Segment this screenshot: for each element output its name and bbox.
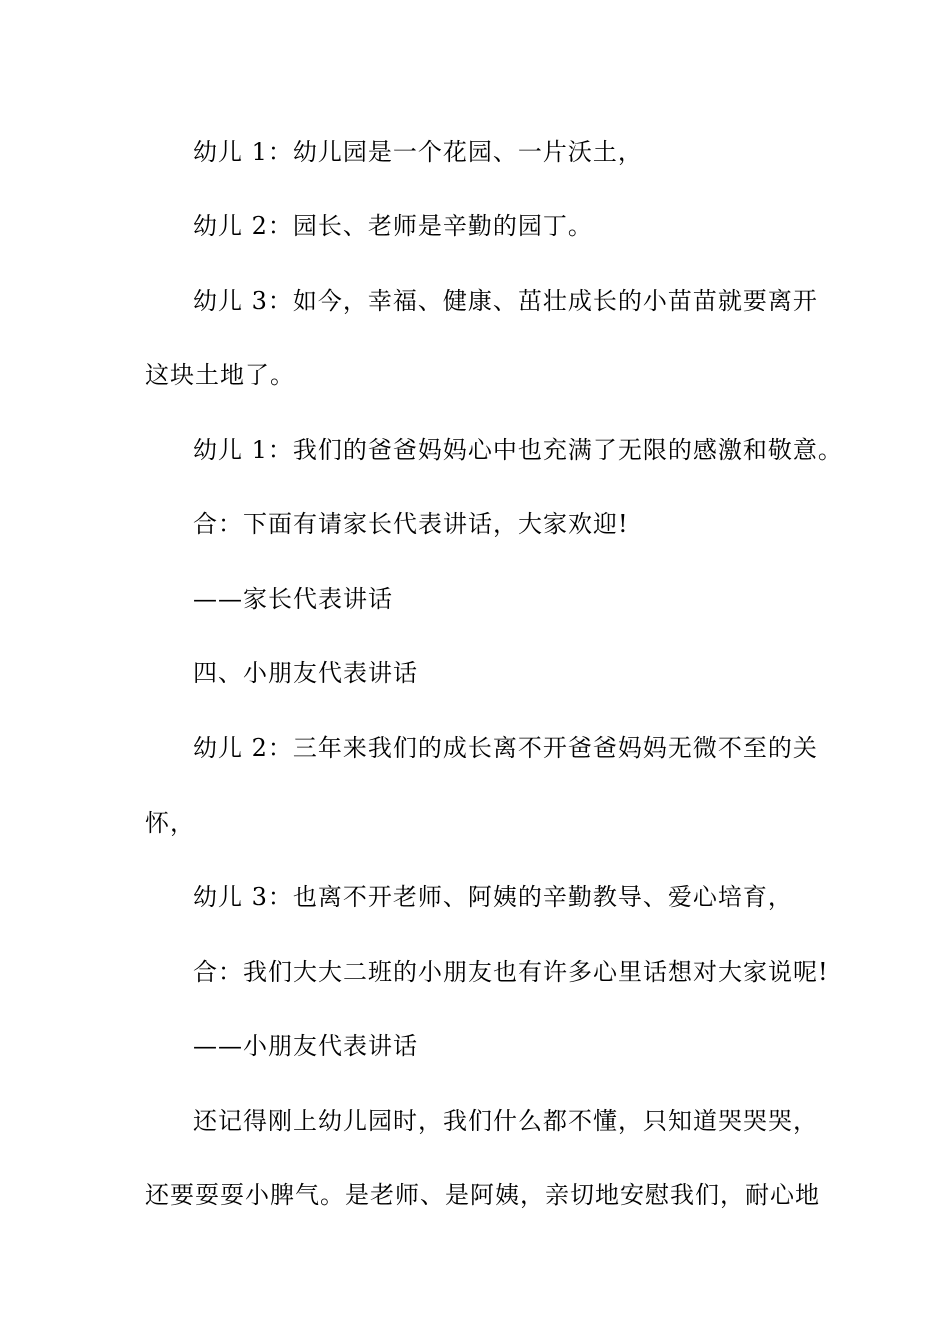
paragraph-line: ——家长代表讲话 (193, 585, 393, 613)
section-heading: 四、小朋友代表讲话 (193, 659, 418, 687)
paragraph-line: 幼儿 2：园长、老师是辛勤的园丁。 (193, 212, 593, 240)
paragraph-line: 还要耍耍小脾气。是老师、是阿姨，亲切地安慰我们，耐心地 (145, 1181, 820, 1209)
paragraph-line: 幼儿 3：如今，幸福、健康、茁壮成长的小苗苗就要离开 (193, 287, 818, 315)
paragraph-line: 这块土地了。 (145, 361, 295, 389)
paragraph-line: 怀， (145, 809, 195, 837)
paragraph-line: 合：我们大大二班的小朋友也有许多心里话想对大家说呢! (193, 958, 829, 986)
paragraph-line: ——小朋友代表讲话 (193, 1032, 418, 1060)
paragraph-line: 幼儿 1：我们的爸爸妈妈心中也充满了无限的感激和敬意。 (193, 436, 843, 464)
paragraph-line: 幼儿 2：三年来我们的成长离不开爸爸妈妈无微不至的关 (193, 734, 818, 762)
paragraph-line: 幼儿 1：幼儿园是一个花园、一片沃土， (193, 138, 643, 166)
paragraph-line: 还记得刚上幼儿园时，我们什么都不懂，只知道哭哭哭， (193, 1107, 818, 1135)
paragraph-line: 幼儿 3：也离不开老师、阿姨的辛勤教导、爱心培育， (193, 883, 793, 911)
paragraph-line: 合：下面有请家长代表讲话，大家欢迎! (193, 510, 629, 538)
